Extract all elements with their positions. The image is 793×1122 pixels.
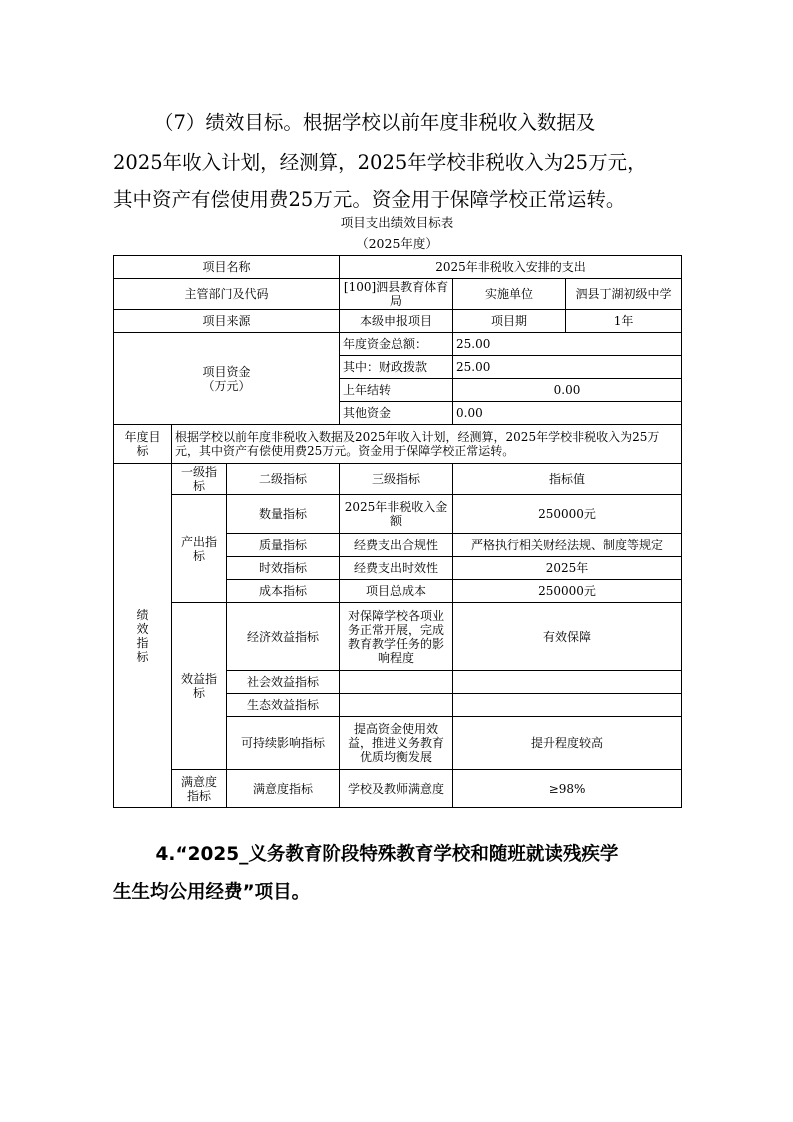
output-value: 严格执行相关财经法规、制度等规定 xyxy=(453,534,682,557)
table-row xyxy=(114,256,682,279)
header-level1: 一级指标 xyxy=(172,464,227,495)
intro-line-3: 其中资产有偿使用费25万元。资金用于保障学校正常运转。 xyxy=(113,188,626,211)
section-heading-line-2: 生生均公用经费”项目。 xyxy=(113,882,311,903)
table-row xyxy=(114,279,682,310)
funds-fiscal-value: 25.00 xyxy=(453,356,682,379)
output-level2: 数量指标 xyxy=(227,495,340,534)
benefit-value: 提升程度较高 xyxy=(453,717,682,770)
output-level3: 项目总成本 xyxy=(340,580,453,603)
funds-fiscal-label: 其中：财政拨款 xyxy=(340,356,453,379)
source-value: 本级申报项目 xyxy=(340,310,453,333)
funds-other-value: 0.00 xyxy=(453,402,682,425)
intro-line-2: 2025年收入计划，经测算，2025年学校非税收入为25万元， xyxy=(113,151,647,174)
benefit-level2: 社会效益指标 xyxy=(227,671,340,694)
header-value: 指标值 xyxy=(453,464,682,495)
output-value: 250000元 xyxy=(453,580,682,603)
unit-label: 实施单位 xyxy=(453,279,566,310)
project-name-label: 项目名称 xyxy=(114,256,340,279)
output-value: 2025年 xyxy=(453,557,682,580)
benefit-level3: 对保障学校各项业务正常开展，完成教育教学任务的影响程度 xyxy=(340,603,453,671)
funds-total-label: 年度资金总额： xyxy=(340,333,453,356)
output-level2: 质量指标 xyxy=(227,534,340,557)
funds-total-value: 25.00 xyxy=(453,333,682,356)
output-level3: 2025年非税收入金额 xyxy=(340,495,453,534)
table-row xyxy=(114,310,682,333)
intro-line-1: （7）绩效目标。根据学校以前年度非税收入数据及 xyxy=(153,111,596,134)
goal-text: 根据学校以前年度非税收入数据及2025年收入计划，经测算，2025年学校非税收入为25万元，其中资产有偿使用费25万元。资金用于保障学校正常运转。 xyxy=(172,425,682,464)
goal-label: 年度目标 xyxy=(114,425,172,464)
funds-label-line-1: 项目资金 xyxy=(202,364,251,379)
funds-carryover-label: 上年结转 xyxy=(340,379,453,402)
header-level2: 二级指标 xyxy=(227,464,340,495)
benefit-level3 xyxy=(340,694,453,717)
benefit-value xyxy=(453,694,682,717)
table-title: 项目支出绩效目标表 xyxy=(340,215,454,230)
source-label: 项目来源 xyxy=(114,310,340,333)
benefit-value xyxy=(453,671,682,694)
output-level2: 时效指标 xyxy=(227,557,340,580)
funds-label xyxy=(114,333,340,425)
satisfaction-value: ≥98% xyxy=(453,770,682,808)
table-row xyxy=(114,770,682,808)
output-value: 250000元 xyxy=(453,495,682,534)
period-label: 项目期 xyxy=(453,310,566,333)
benefit-level3 xyxy=(340,671,453,694)
project-name-value: 2025年非税收入安排的支出 xyxy=(340,256,682,279)
table-row xyxy=(114,333,682,356)
benefit-value: 有效保障 xyxy=(453,603,682,671)
table-row xyxy=(114,464,682,495)
output-level3: 经费支出时效性 xyxy=(340,557,453,580)
satisfaction-level2: 满意度指标 xyxy=(227,770,340,808)
unit-value: 泗县丁湖初级中学 xyxy=(566,279,682,310)
output-level3: 经费支出合规性 xyxy=(340,534,453,557)
satisfaction-group: 满意度指标 xyxy=(172,770,227,808)
funds-label-line-2: （万元） xyxy=(202,378,251,393)
table-row xyxy=(114,425,682,464)
funds-other-label: 其他资金 xyxy=(340,402,453,425)
output-group: 产出指标 xyxy=(172,495,227,603)
table-subtitle: （2025年度） xyxy=(356,236,438,251)
dept-value: [100]泗县教育体育局 xyxy=(340,279,453,310)
satisfaction-level3: 学校及教师满意度 xyxy=(340,770,453,808)
benefit-group: 效益指标 xyxy=(172,603,227,770)
output-level2: 成本指标 xyxy=(227,580,340,603)
benefit-level2: 可持续影响指标 xyxy=(227,717,340,770)
benefit-level3: 提高资金使用效益，推进义务教育优质均衡发展 xyxy=(340,717,453,770)
section-heading-line-1: 4.“2025_义务教育阶段特殊教育学校和随班就读残疾学 xyxy=(155,844,619,865)
dept-label: 主管部门及代码 xyxy=(114,279,340,310)
benefit-level2: 生态效益指标 xyxy=(227,694,340,717)
header-level3: 三级指标 xyxy=(340,464,453,495)
table-row xyxy=(114,495,682,534)
perf-label: 绩效指标 xyxy=(114,464,172,808)
benefit-level2: 经济效益指标 xyxy=(227,603,340,671)
period-value: 1年 xyxy=(566,310,682,333)
table-row xyxy=(114,603,682,671)
performance-target-table xyxy=(113,255,682,808)
funds-carryover-value: 0.00 xyxy=(453,379,682,402)
